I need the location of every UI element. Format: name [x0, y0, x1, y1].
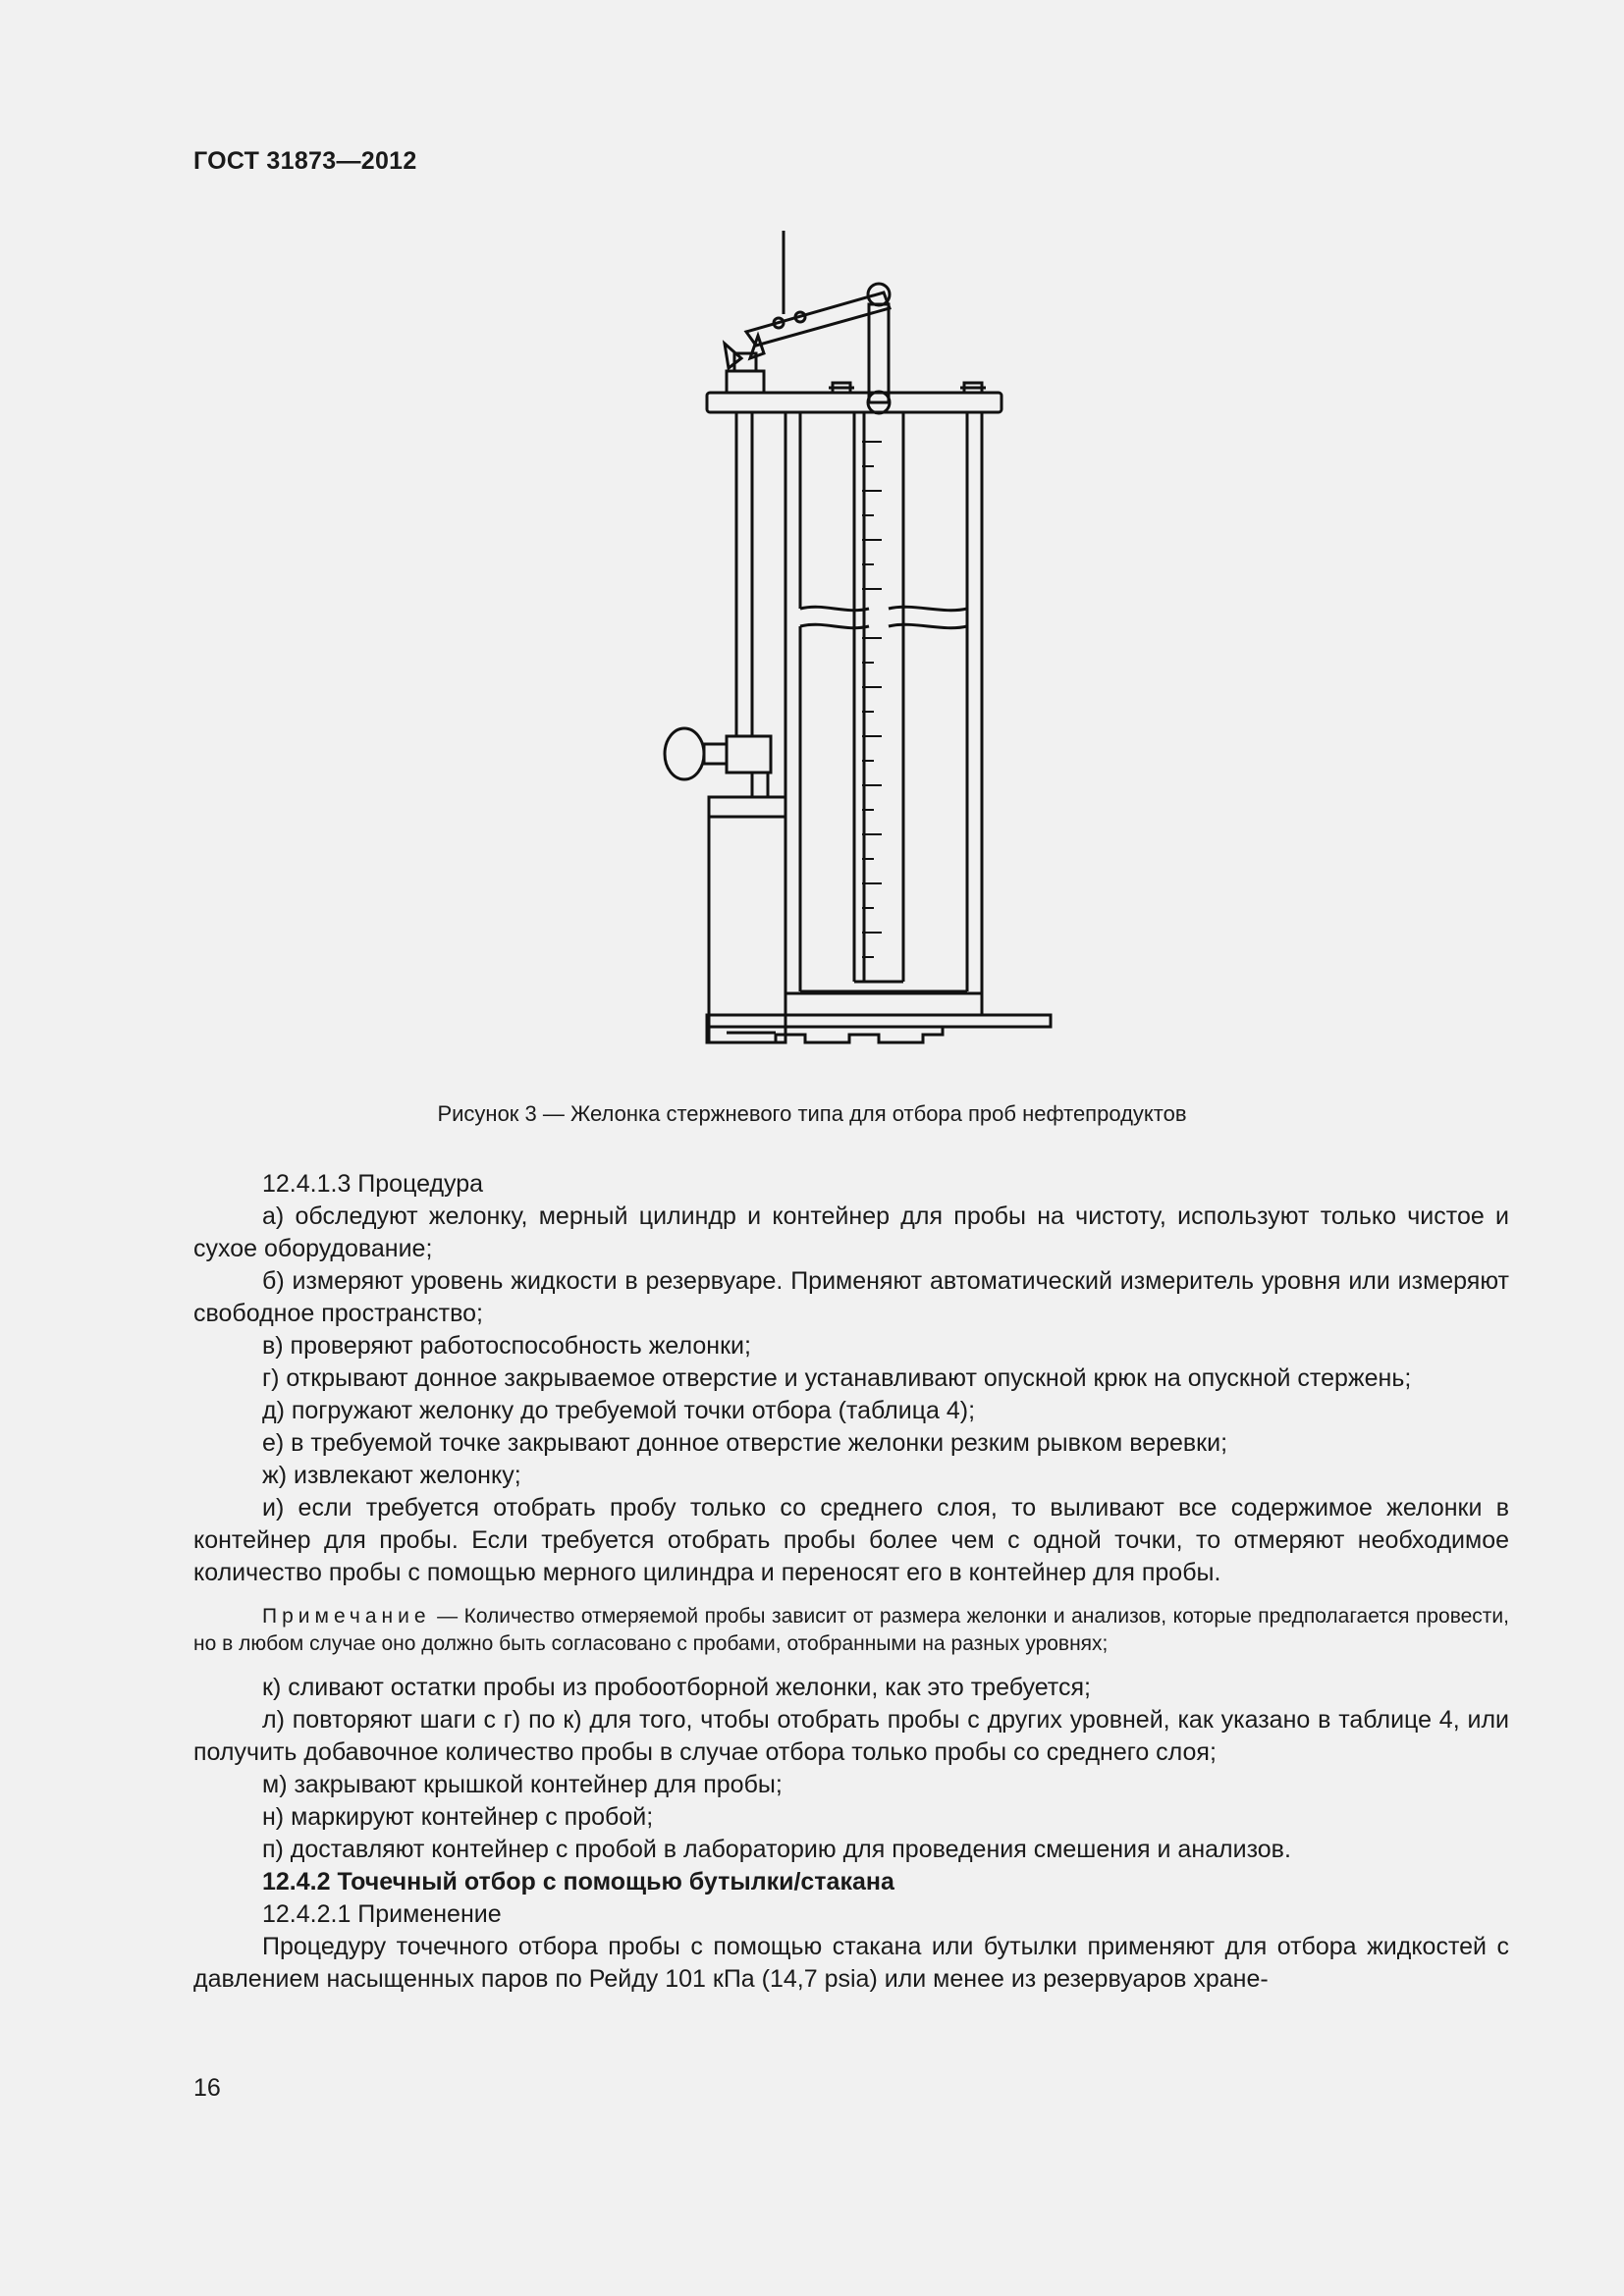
list-item-a: а) обследуют желонку, мерный цилиндр и контейнер для пробы на чистоту, используют только чистое и сухое оборудование; — [193, 1202, 1509, 1262]
section-title: 12.4.2 Точечный отбор с помощью бутылки/стакана — [262, 1868, 894, 1896]
note-text: — Количество отмеряемой пробы зависит от размера желонки и анализов, которые предполагается провести, но в любом случае оно должно быть согласовано с пробами, отобранными на разных уровнях; — [193, 1605, 1509, 1655]
note-label: Примечание — [262, 1605, 431, 1628]
list-item-l: л) повторяют шаги с г) по к) для того, чтобы отобрать пробы с других уровней, как указано в таблице 4, или получить добавочное количество пробы в случае отбора только пробы со среднего слоя; — [193, 1706, 1509, 1766]
figure-caption: Рисунок 3 — Желонка стержневого типа для отбора проб нефтепродуктов — [437, 1101, 1187, 1126]
list-item-g: г) открывают донное закрываемое отверстие и устанавливают опускной крюк на опускной стержень; — [262, 1364, 1412, 1392]
subsection-title: 12.4.2.1 Применение — [262, 1900, 502, 1928]
page-number: 16 — [193, 2074, 221, 2102]
list-item-m: м) закрывают крышкой контейнер для пробы; — [262, 1771, 783, 1798]
link-bar — [869, 304, 889, 402]
note-paragraph — [193, 1603, 1509, 1658]
list-item-i: и) если требуется отобрать пробу только со среднего слоя, то выливают все содержимое желонки в контейнер для пробы. Если требуется отобрать пробы более чем с одной точки, то отмеряют необходимое количество пробы с помощью мерного цилиндра и переносят его в контейнер для пробы. — [193, 1494, 1509, 1586]
document-header: ГОСТ 31873—2012 — [193, 147, 417, 175]
list-item-d: д) погружают желонку до требуемой точки отбора (таблица 4); — [262, 1397, 976, 1424]
knob — [665, 728, 704, 779]
document-body — [193, 1168, 1509, 1996]
liquid-level — [800, 607, 869, 610]
list-item-k: к) сливают остатки пробы из пробоотборной желонки, как это требуется; — [262, 1674, 1091, 1701]
lower-housing — [709, 797, 785, 817]
top-cap — [707, 393, 1001, 412]
list-item-p: п) доставляют контейнер с пробой в лабораторию для проведения смешения и анализов. — [262, 1836, 1291, 1863]
list-item-zh: ж) извлекают желонку; — [262, 1462, 521, 1489]
list-item-v: в) проверяют работоспособность желонки; — [262, 1332, 751, 1360]
list-item-b: б) измеряют уровень жидкости в резервуаре. Применяют автоматический измеритель уровня или измеряют свободное пространство; — [193, 1267, 1509, 1327]
procedure-heading: 12.4.1.3 Процедура — [262, 1170, 484, 1198]
list-item-e: е) в требуемой точке закрывают донное отверстие желонки резким рывком веревки; — [262, 1429, 1228, 1457]
figure-thief-sampler — [648, 226, 1060, 1070]
list-item-n: н) маркируют контейнер с пробой; — [262, 1803, 654, 1831]
thief-sampler-drawing — [648, 226, 1060, 1070]
application-paragraph: Процедуру точечного отбора пробы с помощью стакана или бутылки применяют для отбора жидкостей с давлением насыщенных паров по Рейду 101 кПа (14,7 psia) или менее из резервуаров хране- — [193, 1933, 1509, 1993]
base-foot — [707, 1015, 1051, 1027]
